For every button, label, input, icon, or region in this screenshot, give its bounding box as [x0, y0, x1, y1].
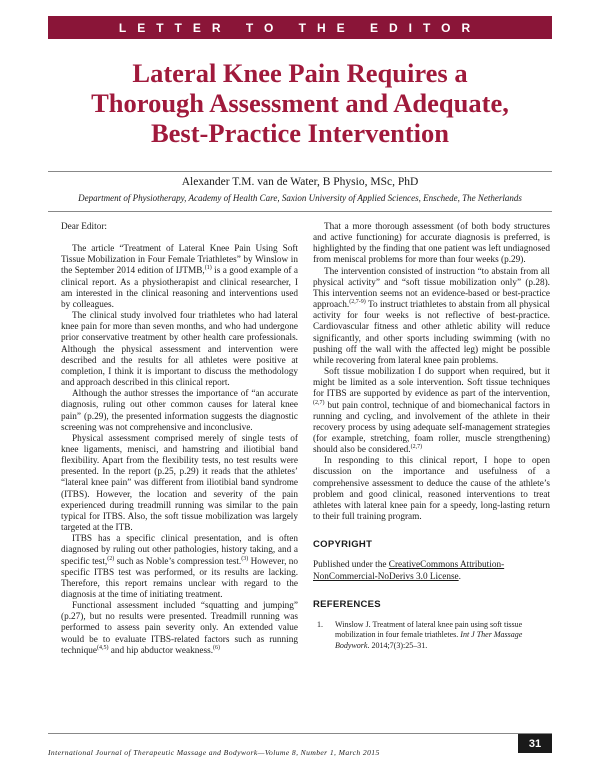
paragraph: Soft tissue mobilization I do support when required, but it might be limited as a sole intervention. Soft tissue techniques for ITBS are supported by evidence as part of the intervention,$^{(2,7)}$ but pain control, technique of and biomechanical factors in running and cycling, and involvement of the athlete in their recovery process by using adequate self-management strategies (for example, stretching, foam roller, muscle strengthening) should also be considered.$^{(2,7)}$ [313, 367, 550, 456]
title-line: Thorough Assessment and Adequate, [91, 88, 509, 118]
license-link[interactable]: CreativeCommons Attribution-NonCommercial-NoDerivs 3.0 License [313, 560, 505, 582]
paragraph: The intervention consisted of instruction “to abstain from all physical activity” and “soft tissue mobilization only” (p.28). This intervention seems not an evidence-based or best-practice approach.$^{(2,7-9)}$ To instruct triathletes to abstain from all physical activity for four weeks is not reflective of best-practice. Cardiovascular fitness and other athletic ability will reduce significantly, and other sports including swimming (with no pushing off the wall with the affected leg) might be possible while recovering from lateral knee pain problems. [313, 266, 550, 366]
paragraph: The clinical study involved four triathletes who had lateral knee pain for more than seven months, and who had undergone prior conservative treatment by other health care professionals. Although the physical assessment and intervention were described and the results for all athletes were positive at completion, I think it is important to discuss the methodology and approach described in this clinical report. [61, 311, 298, 389]
page-number: 31 [518, 734, 552, 753]
section-banner: LETTER TO THE EDITOR [48, 16, 552, 39]
copyright-text: Published under the CreativeCommons Attribution-NonCommercial-NoDerivs 3.0 License. [313, 560, 505, 582]
author-line: Alexander T.M. van de Water, B Physio, MSc, PhD [181, 176, 419, 188]
paragraph: Functional assessment included “squatting and jumping” (p.27), but no results were presented. Treadmill running was performed to assess pain severity only. An extended value would be to evaluate ITBS-related factors such as running technique$^{(4,5)}$ and hip abductor weakness.$^{(6)}$ [61, 601, 298, 656]
title-line: Best-Practice Intervention [150, 118, 450, 148]
references-heading: REFERENCES [313, 598, 381, 610]
greeting: Dear Editor: [61, 222, 107, 232]
copyright-heading: COPYRIGHT [313, 539, 373, 551]
paragraph: ITBS has a specific clinical presentation, and is often diagnosed by ruling out other pathologies, history taking, and a specific test,$^{(2)}$ such as Noble’s compression test.$^{(3)}$ However, no specific ITBS test was performed, or its results are lacking. Therefore, this report remains unclear with regard to the diagnosis at the time of initiating treatment. [61, 534, 298, 600]
paragraph: Although the author stresses the importance of “an accurate diagnosis, ruling out other common causes for lateral knee pain” (p.29), the presented information suggests the diagnostic screening was not comprehensive and inconclusive. [61, 389, 298, 433]
divider [48, 211, 552, 212]
title-line: Lateral Knee Pain Requires a [132, 58, 468, 88]
reference-item: 1. Winslow J. Treatment of lateral knee pain using soft tissue mobilization in four female triathletes. Int J Ther Massage Bodywork. 2014;7(3):25–31. [317, 619, 523, 650]
paragraph: Physical assessment comprised merely of single tests of knee ligaments, menisci, and hamstring and iliotibial band flexibility. Apart from the flexibility tests, no test results were presented. In the report (p.25, p.29) it reads that the athletes’ “lateral knee pain” was different from iliotibial band syndrome (ITBS). However, the location and severity of the pain experienced during treadmill running was similar to the pain typical for ITBS. Also, the soft tissue mobilization was largely targeted at the ITB. [61, 433, 298, 534]
paragraph: The article “Treatment of Lateral Knee Pain Using Soft Tissue Mobilization in Four Female Triathletes” by Winslow in the September 2014 edition of IJTMB,$^{(1)}$ is a good example of a clinical report. As a physiotherapist and clinical researcher, I am interested in the clinical reasoning and interventions used by colleagues. [61, 244, 299, 310]
left-column [61, 222, 298, 657]
right-column [313, 222, 550, 651]
divider [48, 171, 552, 172]
footer-divider [48, 733, 552, 734]
paragraph: That a more thorough assessment (of both body structures and active functioning) for accurate diagnosis is preferred, is highlighted by the finding that one patient was left undiagnosed from meniscal problems for more than four weeks (p.29). [313, 222, 550, 266]
paragraph: In responding to this clinical report, I hope to open discussion on the importance and usefulness of a comprehensive assessment to deduce the cause of the athlete’s problem and good clinical, reasoned interventions to treat athletes with lateral knee pain for a speedy, long-lasting return to their full training program. [313, 456, 550, 523]
article-title [48, 58, 552, 148]
journal-footer: International Journal of Therapeutic Massage and Bodywork—Volume 8, Number 1, March 2015 [48, 748, 380, 757]
affiliation-line: Department of Physiotherapy, Academy of Health Care, Saxion University of Applied Sciences, Enschede, The Netherlands [78, 193, 522, 203]
